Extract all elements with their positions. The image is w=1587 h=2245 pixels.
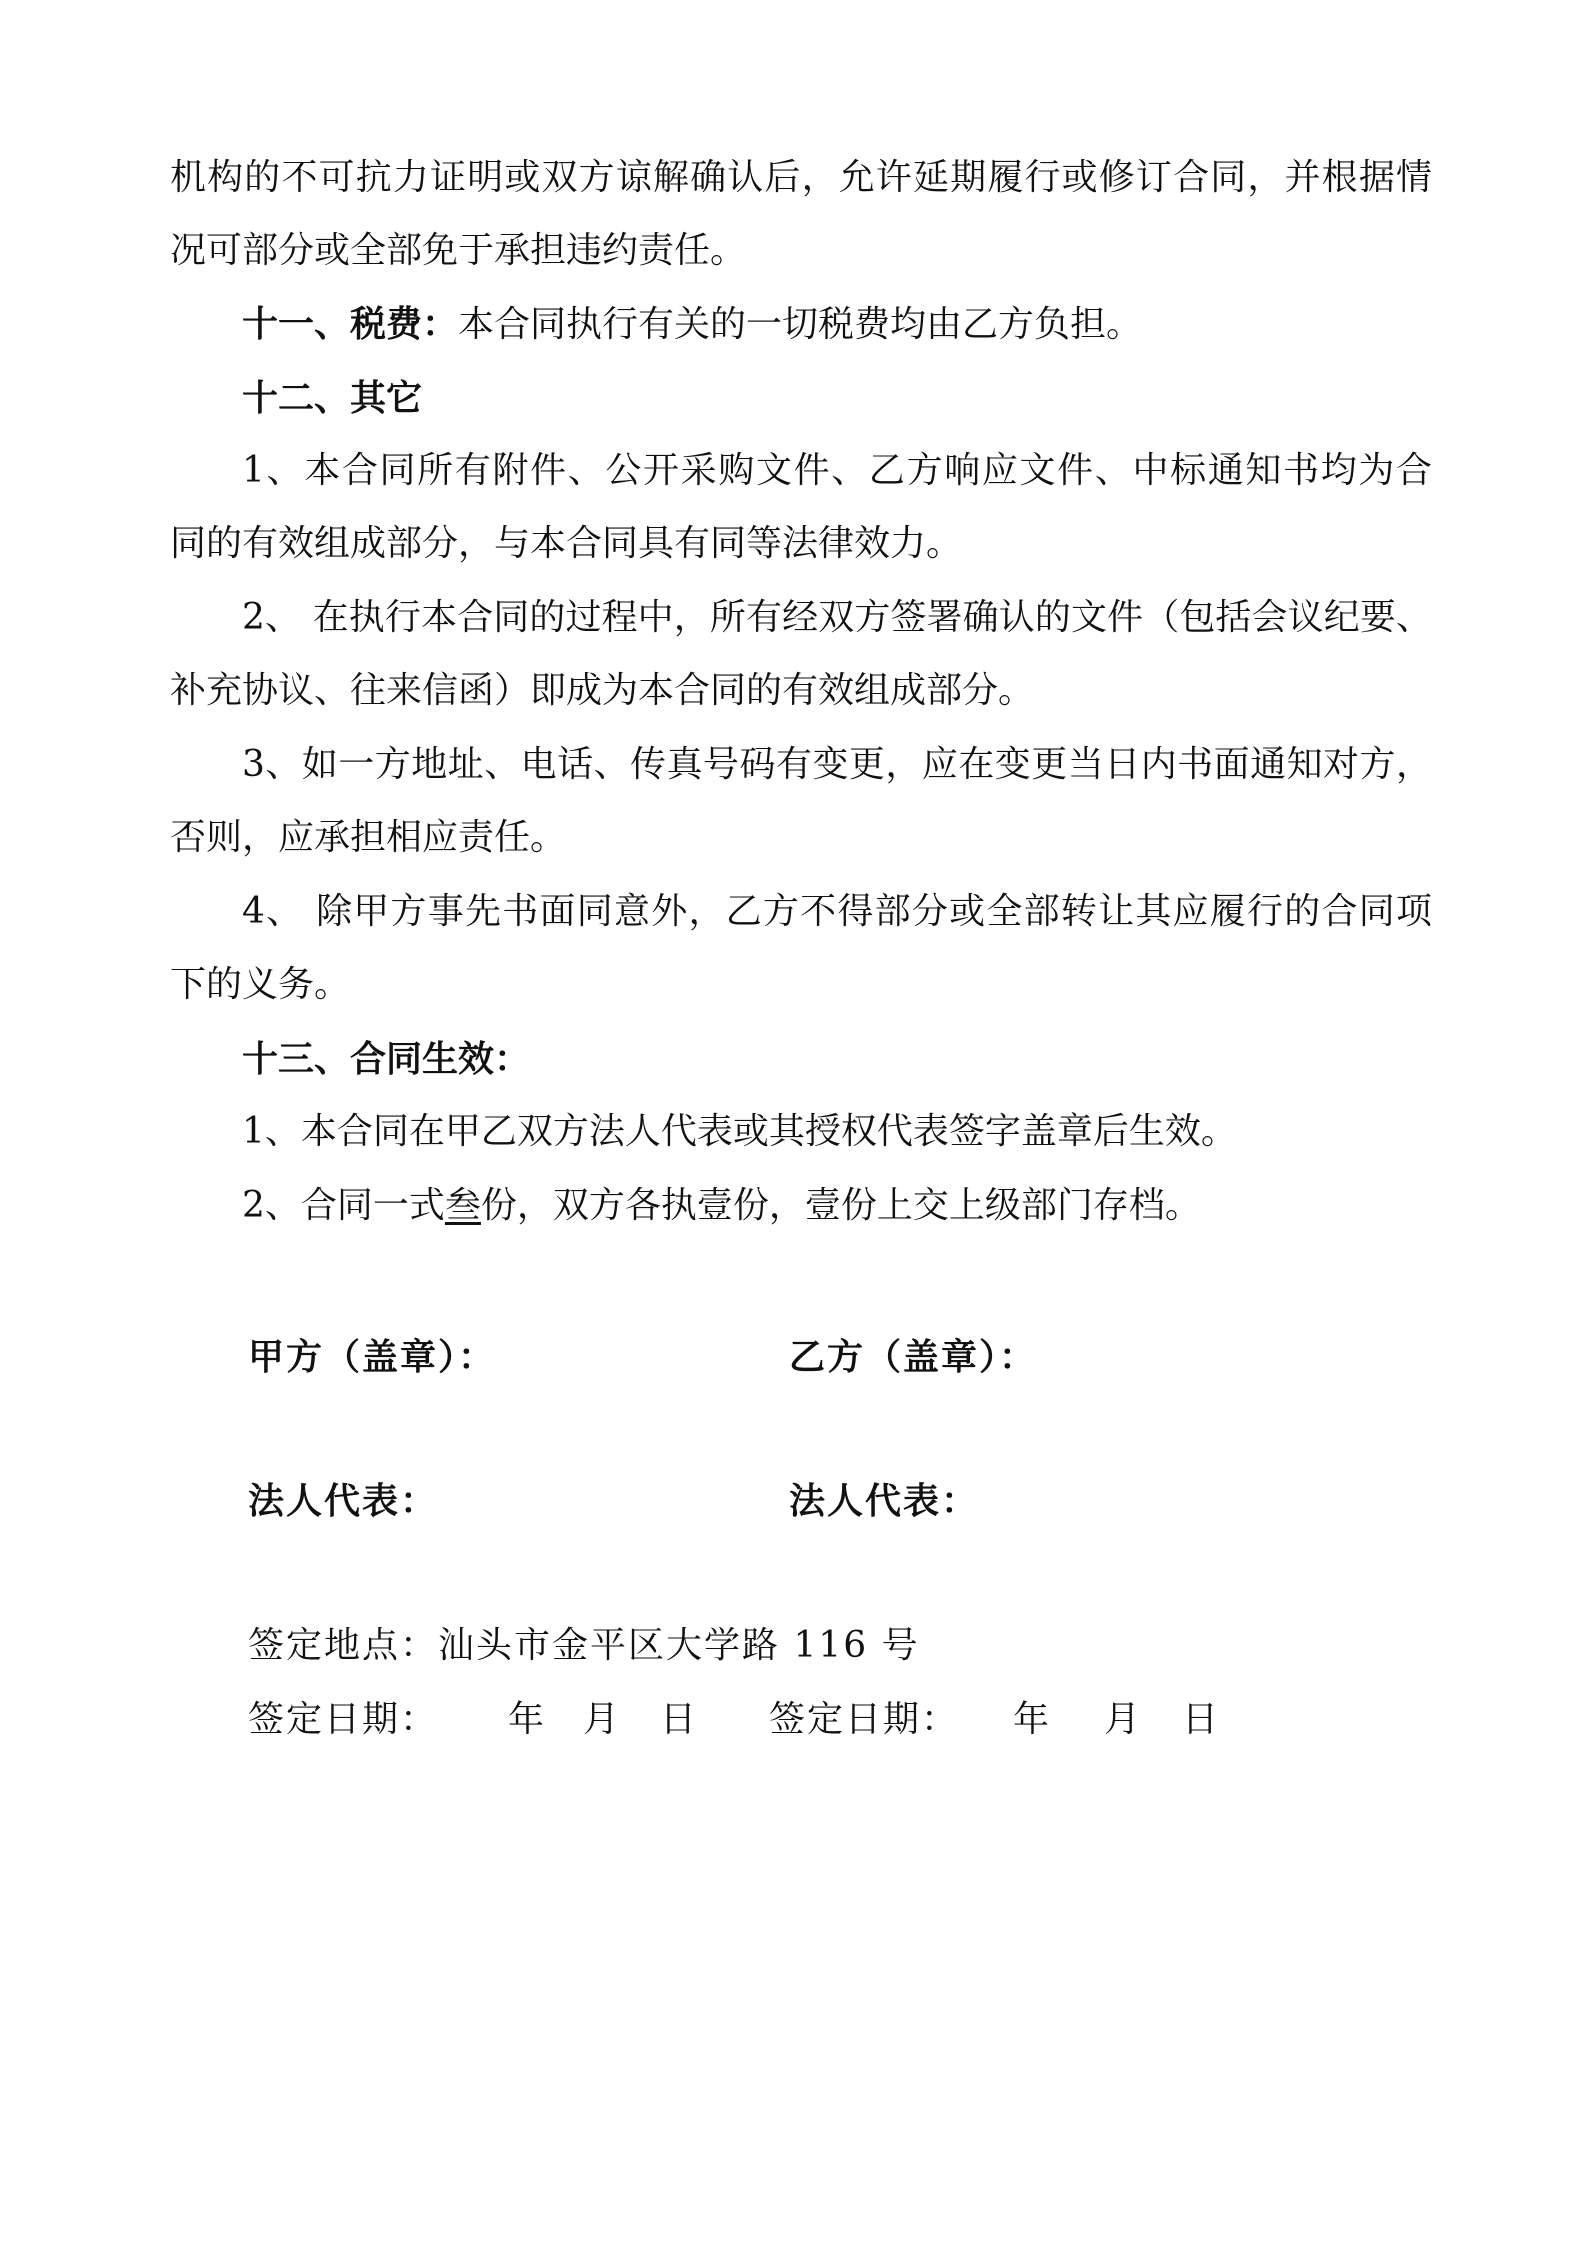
item-1-line-2: 同的有效组成部分，与本合同具有同等法律效力。	[170, 523, 963, 564]
date-b-day: 日	[1182, 1699, 1219, 1740]
effective-item-1: 1、本合同在甲乙双方法人代表或其授权代表签字盖章后生效。	[242, 1111, 1237, 1152]
signing-place-label: 签定地点：	[248, 1625, 439, 1666]
date-a-month: 月	[583, 1699, 620, 1740]
force-majeure-line-1: 机构的不可抗力证明或双方谅解确认后，允许延期履行或修订合同，并根据情	[170, 157, 1432, 198]
date-a-year: 年	[508, 1699, 545, 1740]
date-b-month: 月	[1104, 1699, 1141, 1740]
signing-date-a-label: 签定日期：	[248, 1699, 439, 1740]
item-2-line-1: 2、 在执行本合同的过程中，所有经双方签署确认的文件（包括会议纪要、	[242, 597, 1432, 638]
signing-place-value: 汕头市金平区大学路 116 号	[438, 1625, 920, 1666]
force-majeure-line-2: 况可部分或全部免于承担违约责任。	[170, 230, 747, 271]
effective-item-2	[242, 1182, 1201, 1230]
effective-heading: 十三、合同生效：	[242, 1038, 531, 1080]
signing-place	[248, 1622, 920, 1670]
tax-heading: 十一、税费：	[242, 303, 459, 345]
item-2-line-2: 补充协议、往来信函）即成为本合同的有效组成部分。	[170, 670, 1035, 711]
party-b-seal-label: 乙方（盖章）：	[789, 1336, 1038, 1378]
item-3-line-2: 否则，应承担相应责任。	[170, 817, 567, 858]
item-4-line-2: 下的义务。	[170, 964, 351, 1005]
item-4-line-1: 4、 除甲方事先书面同意外，乙方不得部分或全部转让其应履行的合同项	[242, 891, 1432, 932]
other-heading: 十二、其它	[242, 377, 423, 419]
party-a-seal-label: 甲方（盖章）：	[248, 1336, 497, 1378]
date-a-day: 日	[660, 1699, 697, 1740]
signing-date-b-label: 签定日期：	[769, 1699, 960, 1740]
tax-text: 本合同执行有关的一切税费均由乙方负担。	[458, 304, 1143, 345]
date-b-year: 年	[1013, 1699, 1050, 1740]
party-b-rep-label: 法人代表：	[789, 1480, 980, 1522]
effective-item-2-prefix: 2、合同一式	[242, 1185, 445, 1226]
effective-item-2-suffix: 份，双方各执壹份，壹份上交上级部门存档。	[480, 1185, 1201, 1226]
tax-clause	[242, 300, 1142, 349]
item-3-line-1: 3、如一方地址、电话、传真号码有变更，应在变更当日内书面通知对方，	[242, 744, 1432, 785]
party-a-rep-label: 法人代表：	[248, 1480, 439, 1522]
copy-count: 叁	[444, 1185, 481, 1226]
item-1-line-1: 1、本合同所有附件、公开采购文件、乙方响应文件、中标通知书均为合	[242, 450, 1432, 491]
